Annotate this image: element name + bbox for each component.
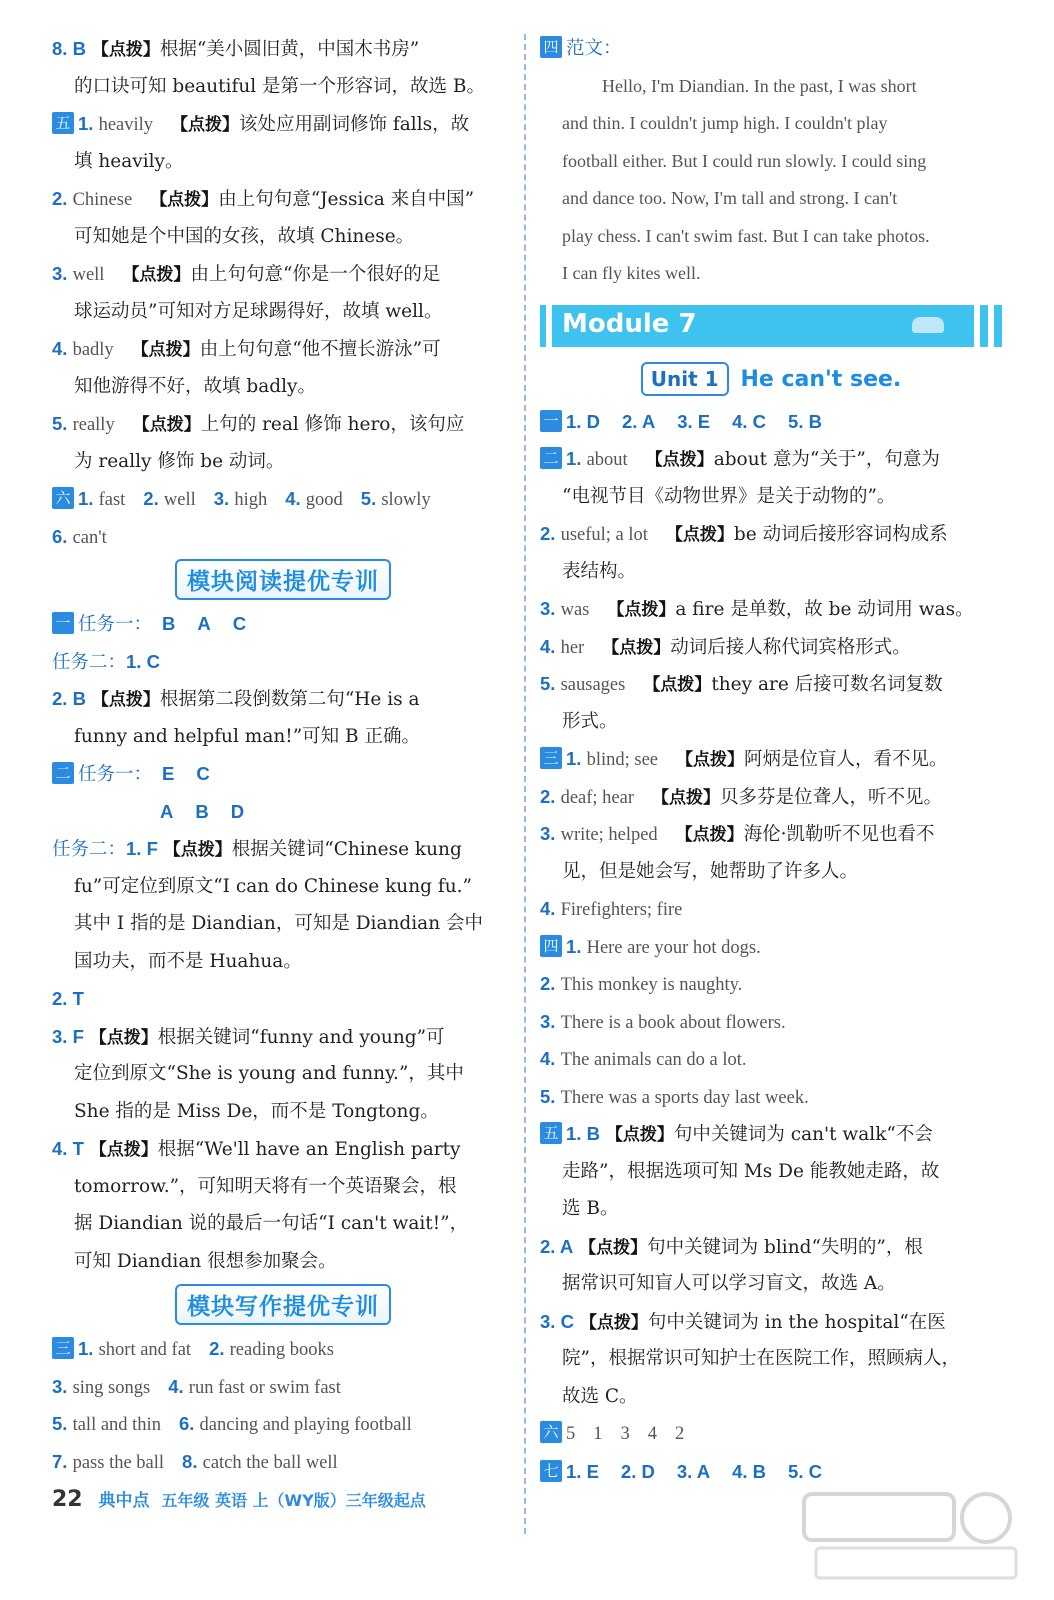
section-badge: 六 xyxy=(540,1421,562,1443)
answer-line: 任务二：1. F 【点拨】根据关键词“Chinese kung xyxy=(52,838,462,860)
answer-line: 可知 Diandian 很想参加聚会。 xyxy=(74,1250,337,1272)
answer-line: 5. tall and thin 6. dancing and playing football xyxy=(52,1413,412,1435)
answer-line: 2. T xyxy=(52,988,84,1009)
answer-line: 形式。 xyxy=(562,710,618,732)
answer-line: 6. can't xyxy=(52,525,107,548)
section-badge: 七 xyxy=(540,1460,562,1482)
answer-line: 三 1. blind; see 【点拨】阿炳是位盲人，看不见。 xyxy=(540,740,1002,778)
essay-heading: 四 范文： xyxy=(540,30,1002,68)
writing-banner: 模块写作提优专训 xyxy=(52,1284,514,1328)
column-divider xyxy=(524,34,526,1534)
answer-line: 2. deaf; hear 【点拨】贝多芬是位聋人，听不见。 xyxy=(540,785,943,808)
answer-line: 一 任务一： B A C xyxy=(52,605,514,643)
answer-line: 据 Diandian 说的最后一句话“I can't wait!”， xyxy=(74,1213,469,1234)
answer-line: 3. F 【点拨】根据关键词“funny and young”可 xyxy=(52,1025,445,1048)
reading-banner: 模块阅读提优专训 xyxy=(52,559,514,603)
answer-line: 2. This monkey is naughty. xyxy=(540,973,743,995)
answer-line: 8. B 【点拨】根据“美小圆旧黄，中国木书房” xyxy=(52,38,420,60)
answer-line: 3. was 【点拨】a fire 是单数，故 be 动词用 was。 xyxy=(540,598,974,620)
answer-line: 走路”，根据选项可知 Ms De 能教她走路，故 xyxy=(562,1160,940,1182)
answer-line: 5. sausages 【点拨】they are 后接可数名词复数 xyxy=(540,673,943,695)
answer-line: 5. really 【点拨】上句的 real 修饰 hero，该句应 xyxy=(52,413,465,435)
answer-line: 5. There was a sports day last week. xyxy=(540,1085,809,1108)
left-column xyxy=(52,30,514,1480)
section-badge: 一 xyxy=(540,410,562,432)
answer-line: 院”，根据常识可知护士在医院工作，照顾病人， xyxy=(562,1348,960,1369)
answer-line: 五 1. B 【点拨】句中关键词为 can't walk“不会 xyxy=(540,1115,1002,1153)
right-column xyxy=(540,30,1002,1490)
answer-line: 表结构。 xyxy=(562,560,637,582)
answer-line: 任务二：1. C xyxy=(52,650,160,673)
section-badge: 二 xyxy=(52,762,74,784)
module-title: Module 7 xyxy=(562,308,697,339)
section-badge: 二 xyxy=(540,447,562,469)
brand-logo: 典中点 xyxy=(98,1491,150,1511)
answer-line: 二 任务一： E C xyxy=(52,755,514,793)
answer-line: 七 1. E 2. D 3. A 4. B 5. C xyxy=(540,1453,1002,1491)
answer-line: 2. useful; a lot 【点拨】be 动词后接形容词构成系 xyxy=(540,523,948,545)
book-title: 五年级 英语 上（WY版）三年级起点 xyxy=(161,1491,426,1510)
answer-line: 2. B 【点拨】根据第二段倒数第二句“He is a xyxy=(52,688,420,710)
section-badge: 四 xyxy=(540,935,562,957)
answer-line: 4. Firefighters; fire xyxy=(540,898,683,920)
answer-line: 可知她是个中国的女孩，故填 Chinese。 xyxy=(74,225,415,247)
answer-line: She 指的是 Miss De，而不是 Tongtong。 xyxy=(74,1100,439,1122)
answer-line: 为 really 修饰 be 动词。 xyxy=(74,450,285,472)
section-badge: 一 xyxy=(52,612,74,634)
section-badge: 五 xyxy=(540,1122,562,1144)
page-number: 22 xyxy=(52,1487,83,1512)
answer-line: 7. pass the ball 8. catch the ball well xyxy=(52,1450,338,1473)
answer-line: 的口诀可知 beautiful 是第一个形容词，故选 B。 xyxy=(74,75,486,97)
answer-line: 四 1. Here are your hot dogs. xyxy=(540,928,1002,966)
car-icon xyxy=(912,317,944,333)
section-badge: 六 xyxy=(52,487,74,509)
unit-header: Unit 1 He can't see. xyxy=(540,357,1002,403)
answer-line: 选 B。 xyxy=(562,1198,619,1219)
answer-line: 2. A 【点拨】句中关键词为 blind“失明的”，根 xyxy=(540,1235,923,1258)
answer-line: 球运动员”可知对方足球踢得好，故填 well。 xyxy=(74,300,443,322)
answer-line: 定位到原文“She is young and funny.”，其中 xyxy=(74,1063,464,1084)
module-header xyxy=(540,305,1002,347)
answer-line: “电视节目《动物世界》是关于动物的”。 xyxy=(562,485,896,507)
answer-line: 3. There is a book about flowers. xyxy=(540,1010,786,1033)
answer-line: 据常识可知盲人可以学习盲文，故选 A。 xyxy=(562,1273,896,1294)
answer-line: 4. badly 【点拨】由上句句意“他不擅长游泳”可 xyxy=(52,338,441,360)
answer-line: 知他游得不好，故填 badly。 xyxy=(74,375,316,397)
answer-line: fu”可定位到原文“I can do Chinese kung fu.” xyxy=(74,875,472,897)
answer-line: 3. sing songs 4. run fast or swim fast xyxy=(52,1375,341,1398)
answer-line: 3. well 【点拨】由上句句意“你是一个很好的足 xyxy=(52,263,441,285)
answer-line: 国功夫，而不是 Huahua。 xyxy=(74,950,302,972)
answer-line: 三 1. short and fat 2. reading books xyxy=(52,1330,514,1368)
answer-line: 二 1. about 【点拨】about 意为“关于”，句意为 xyxy=(540,440,1002,478)
answer-line: 4. her 【点拨】动词后接人称代词宾格形式。 xyxy=(540,635,911,658)
answer-line: 4. T 【点拨】根据“We'll have an English party xyxy=(52,1138,461,1160)
page-footer xyxy=(52,1486,426,1516)
answer-line: 4. The animals can do a lot. xyxy=(540,1048,747,1070)
section-badge: 五 xyxy=(52,112,74,134)
answer-line: 六 1. fast 2. well 3. high 4. good 5. slowly xyxy=(52,480,514,518)
section-badge: 三 xyxy=(52,1337,74,1359)
answer-line: 一 1. D 2. A 3. E 4. C 5. B xyxy=(540,403,1002,441)
section-badge: 三 xyxy=(540,747,562,769)
answer-line: 其中 I 指的是 Diandian，可知是 Diandian 会中 xyxy=(74,913,484,934)
section-badge: 四 xyxy=(540,36,562,58)
watermark-logo xyxy=(796,1486,1026,1586)
answer-line: 故选 C。 xyxy=(562,1385,638,1407)
answer-line: 3. write; helped 【点拨】海伦·凯勒听不见也看不 xyxy=(540,823,935,845)
answer-line: 3. C 【点拨】句中关键词为 in the hospital“在医 xyxy=(540,1310,946,1333)
answer-line: 填 heavily。 xyxy=(74,150,184,172)
answer-line: tomorrow.”，可知明天将有一个英语聚会，根 xyxy=(74,1175,457,1197)
answer-line: 2. Chinese 【点拨】由上句句意“Jessica 来自中国” xyxy=(52,188,475,210)
model-essay: Hello, I'm Diandian. In the past, I was short and thin. I couldn't jump high. I couldn't play football either. But I could run slowly. I could sing and dance too. Now, I'm tall and strong. I can't play chess. I can't swim fast. But I can take photos. I can fly kites well. xyxy=(562,75,930,283)
answer-line: funny and helpful man!”可知 B 正确。 xyxy=(74,725,421,747)
answer-line: 六 5 1 3 4 2 xyxy=(540,1415,1002,1453)
answer-line: 见，但是她会写，她帮助了许多人。 xyxy=(562,860,859,882)
answer-line: A B D xyxy=(160,800,245,822)
answer-line: 五 1. heavily 【点拨】该处应用副词修饰 falls，故 xyxy=(52,105,514,143)
